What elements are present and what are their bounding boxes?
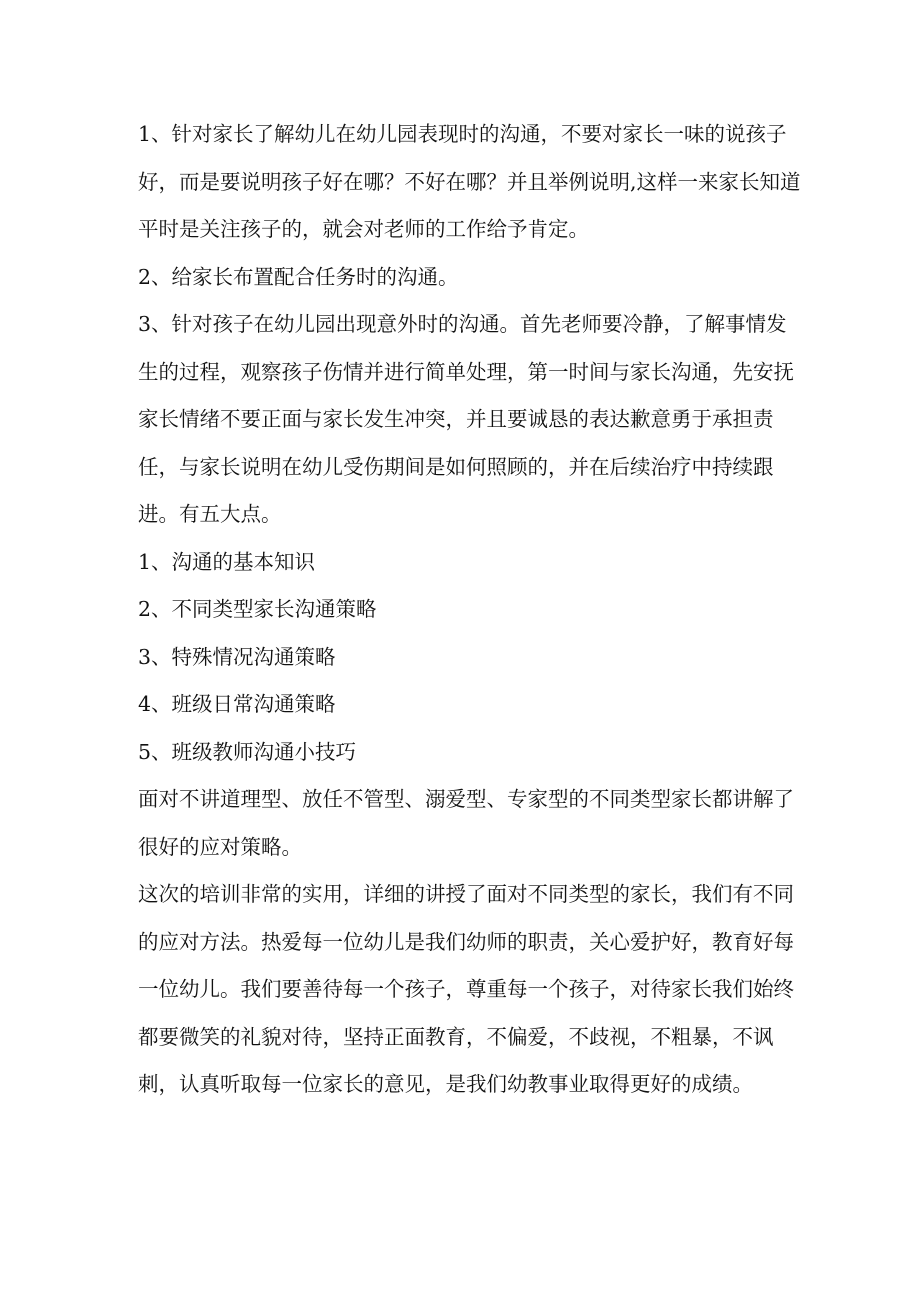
paragraph-communication-accident: 3、针对孩子在幼儿园出现意外时的沟通。首先老师要冷静，了解事情发生的过程，观察孩子伤情并进行简单处理，第一时间与家长沟通，先安抚家长情绪不要正面与家长发生冲突，并且要诚恳的表达歉意勇于承担责任，与家长说明在幼儿受伤期间是如何照顾的，并在后续治疗中持续跟进。有五大点。 — [138, 312, 794, 526]
paragraph-parent-strategies: 面对不讲道理型、放任不管型、溺爱型、专家型的不同类型家长都讲解了很好的应对策略。 — [138, 787, 794, 859]
list-item-daily-communication: 4、班级日常沟通策略 — [138, 692, 336, 716]
list-item-basic-knowledge: 1、沟通的基本知识 — [138, 549, 316, 574]
document-body — [138, 111, 806, 1109]
paragraph-communication-performance: 1、针对家长了解幼儿在幼儿园表现时的沟通，不要对家长一味的说孩子好，而是要说明孩子好在哪？不好在哪？并且举例说明,这样一来家长知道平时是关注孩子的，就会对老师的工作给予肯定。 — [138, 122, 801, 241]
list-item-parent-types: 2、不同类型家长沟通策略 — [138, 597, 377, 621]
list-item-teacher-tips: 5、班级教师沟通小技巧 — [138, 739, 357, 764]
paragraph-training-summary: 这次的培训非常的实用，详细的讲授了面对不同类型的家长，我们有不同的应对方法。热爱每一位幼儿是我们幼师的职责，关心爱护好，教育好每一位幼儿。我们要善待每一个孩子，尊重每一个孩子，对待家长我们始终都要微笑的礼貌对待，坚持正面教育，不偏爱，不歧视，不粗暴，不讽刺，认真听取每一位家长的意见，是我们幼教事业取得更好的成绩。 — [138, 882, 794, 1096]
paragraph-communication-tasks: 2、给家长布置配合任务时的沟通。 — [138, 264, 459, 289]
list-item-special-cases: 3、特殊情况沟通策略 — [138, 644, 336, 669]
